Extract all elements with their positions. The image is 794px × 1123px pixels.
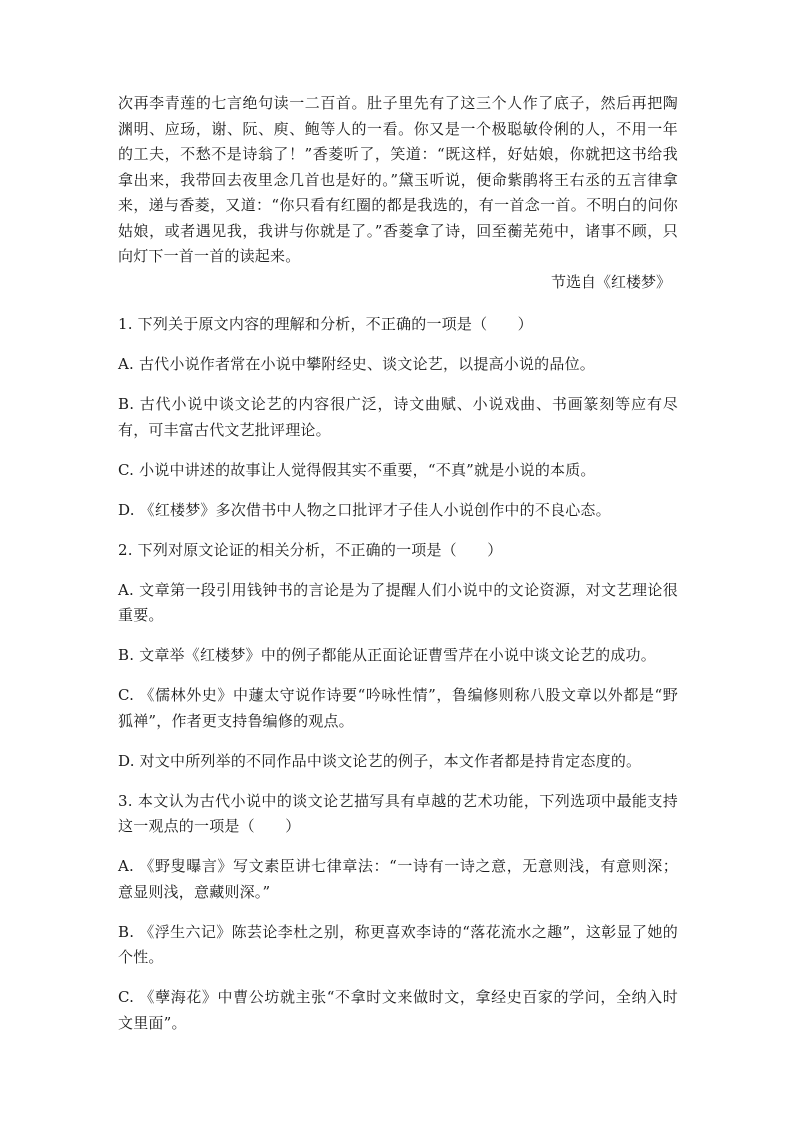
question-3-option-c: C. 《孽海花》中曹公坊就主张“不拿时文来做时文，拿经史百家的学问，全纳入时文里面”。: [118, 988, 678, 1032]
source-attribution: 节选自《红楼梦》: [550, 273, 671, 291]
question-3-stem: 3. 本文认为古代小说中的谈文论艺描写具有卓越的艺术功能，下列选项中最能支持这一观点的一项是（ ）: [118, 791, 678, 835]
question-1-option-a: A. 古代小说作者常在小说中攀附经史、谈文论艺，以提高小说的品位。: [118, 355, 595, 373]
question-2-option-a: A. 文章第一段引用钱钟书的言论是为了提醒人们小说中的文论资源，对文艺理论很重要。: [118, 580, 678, 624]
question-3-option-b: B. 《浮生六记》陈芸论李杜之别，称更喜欢李诗的“落花流水之趣”，这彰显了她的个性。: [118, 922, 678, 966]
question-3-option-a: A. 《野叟曝言》写文素臣讲七律章法：“一诗有一诗之意，无意则浅，有意则深；意显则浅，意藏则深。”: [118, 857, 678, 901]
question-1-option-d: D. 《红楼梦》多次借书中人物之口批评才子佳人小说创作中的不良心态。: [118, 500, 611, 519]
passage-text: 次再李青莲的七言绝句读一二百首。肚子里先有了这三个人作了底子，然后再把陶渊明、应玚，谢、阮、庾、鲍等人的一看。你又是一个极聪敏伶俐的人，不用一年的工夫，不愁不是诗翁了！”香菱听了，笑道：“既这样，好姑娘，你就把这书给我拿出来，我带回去夜里念几首也是好的。”黛玉听说，便命紫鹃将王右丞的五言律拿来，递与香菱，又道：“你只看有红圈的都是我选的，有一首念一首。不明白的问你姑娘，或者遇见我，我讲与你就是了。”香菱拿了诗，回至蘅芜苑中，诸事不顾，只向灯下一首一首的读起来。: [118, 94, 678, 265]
question-2-option-b: B. 文章举《红楼梦》中的例子都能从正面论证曹雪芹在小说中谈文论艺的成功。: [118, 646, 656, 664]
question-list: [118, 312, 678, 1051]
question-2-stem: 2. 下列对原文论证的相关分析，不正确的一项是（ ）: [118, 540, 503, 559]
question-1-stem: 1. 下列关于原文内容的理解和分析，不正确的一项是（ ）: [118, 315, 533, 333]
question-2-option-c: C. 《儒林外史》中蘧太守说作诗要“吟咏性情”，鲁编修则称八股文章以外都是“野狐禅”，作者更支持鲁编修的观点。: [118, 686, 678, 730]
question-1-option-c: C. 小说中讲述的故事让人觉得假其实不重要，“不真”就是小说的本质。: [118, 460, 596, 479]
passage-excerpt: [118, 91, 678, 270]
question-2-option-d: D. 对文中所列举的不同作品中谈文论艺的例子，本文作者都是持肯定态度的。: [118, 751, 642, 770]
question-1-option-b: B. 古代小说中谈文论艺的内容很广泛，诗文曲赋、小说戏曲、书画篆刻等应有尽有，可丰富古代文艺批评理论。: [118, 395, 678, 439]
